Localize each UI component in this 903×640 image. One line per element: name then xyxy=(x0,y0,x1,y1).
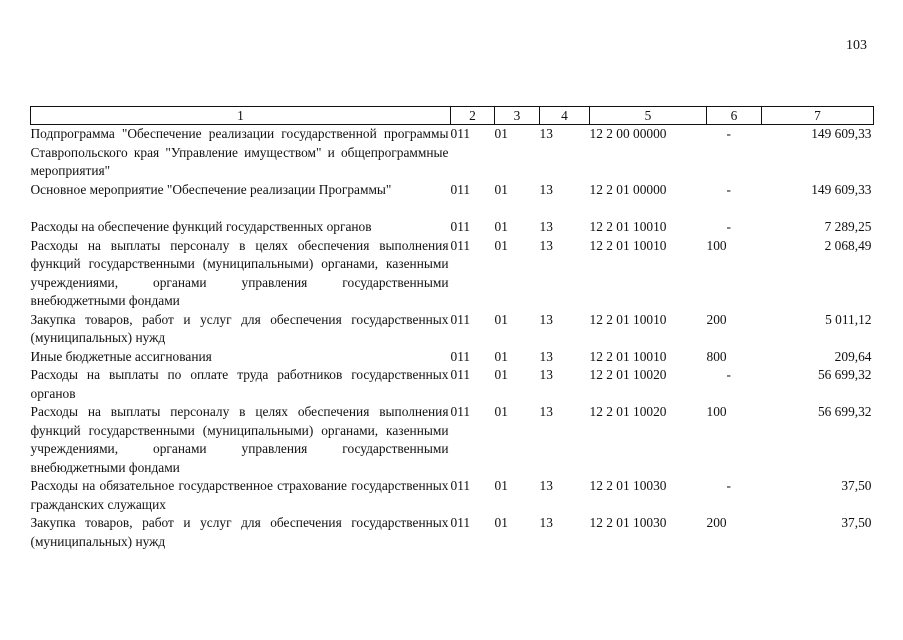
row-code-ministry: 011 xyxy=(450,515,471,530)
row-code-section: 01 xyxy=(494,237,508,253)
row-code-target: 12 2 01 10010 xyxy=(589,237,667,253)
row-code-target: 12 2 01 10010 xyxy=(589,219,667,234)
table-row xyxy=(31,348,874,367)
table-row xyxy=(31,125,874,181)
row-code-section: 01 xyxy=(494,311,508,327)
row-code-ministry: 011 xyxy=(450,478,471,493)
row-code-subsection: 13 xyxy=(539,404,553,419)
row-code-expense-type: - xyxy=(726,478,731,493)
row-code-target: 12 2 01 10010 xyxy=(589,311,667,327)
table-header-row xyxy=(31,107,874,125)
row-amount: 2 068,49 xyxy=(824,237,872,253)
row-amount: 56 699,32 xyxy=(817,404,872,419)
row-name: Подпрограмма "Обеспечение реализации государственной программы Ставропольского края "Управление имуществом" и общепрограммные мероприятия" xyxy=(30,126,449,178)
row-code-ministry: 011 xyxy=(450,311,471,327)
row-code-section: 01 xyxy=(494,515,508,530)
row-code-ministry: 011 xyxy=(450,367,471,382)
row-code-ministry: 011 xyxy=(450,348,471,364)
table-row xyxy=(31,477,874,514)
row-name: Расходы на обязательное государственное страхование государственных гражданских служащих xyxy=(30,478,449,512)
row-code-target: 12 2 00 00000 xyxy=(589,126,667,141)
row-code-expense-type: 100 xyxy=(706,237,727,253)
row-amount: 149 609,33 xyxy=(811,181,872,197)
row-name: Основное мероприятие "Обеспечение реализации Программы" xyxy=(30,181,392,197)
row-code-section: 01 xyxy=(494,181,508,197)
row-code-ministry: 011 xyxy=(450,237,471,253)
row-code-subsection: 13 xyxy=(539,311,553,327)
row-name: Закупка товаров, работ и услуг для обеспечения государственных (муниципальных) нужд xyxy=(30,311,449,345)
table-row xyxy=(31,311,874,348)
row-code-ministry: 011 xyxy=(450,404,471,419)
row-code-subsection: 13 xyxy=(539,515,553,530)
row-code-ministry: 011 xyxy=(450,126,471,141)
row-name: Расходы на обеспечение функций государственных органов xyxy=(30,219,372,234)
row-code-section: 01 xyxy=(494,348,508,364)
row-code-target: 12 2 01 10020 xyxy=(589,404,667,419)
table-row xyxy=(31,366,874,403)
row-name: Расходы на выплаты персоналу в целях обеспечения выполнения функций государственными (муниципальными) органами, казенными учреждениями, органами управления государственными внебюджетными фондами xyxy=(30,404,449,475)
row-code-expense-type: - xyxy=(726,219,731,234)
row-code-target: 12 2 01 00000 xyxy=(589,181,667,197)
column-header: 6 xyxy=(707,107,762,125)
column-header: 3 xyxy=(495,107,540,125)
table-row xyxy=(31,403,874,477)
row-code-section: 01 xyxy=(494,404,508,419)
row-code-ministry: 011 xyxy=(450,219,471,234)
row-code-target: 12 2 01 10030 xyxy=(589,478,667,493)
row-amount: 37,50 xyxy=(841,515,872,530)
table-row xyxy=(31,514,874,551)
column-header: 2 xyxy=(451,107,495,125)
row-amount: 56 699,32 xyxy=(817,367,872,382)
row-name: Закупка товаров, работ и услуг для обеспечения государственных (муниципальных) нужд xyxy=(30,515,449,549)
table-row xyxy=(31,218,874,237)
column-header: 7 xyxy=(762,107,874,125)
row-amount: 37,50 xyxy=(841,478,872,493)
row-name: Иные бюджетные ассигнования xyxy=(30,348,212,364)
page-number: 103 xyxy=(846,38,867,53)
row-code-section: 01 xyxy=(494,478,508,493)
row-code-expense-type: - xyxy=(726,181,731,197)
row-code-subsection: 13 xyxy=(539,367,553,382)
row-amount: 5 011,12 xyxy=(825,311,872,327)
row-code-expense-type: 100 xyxy=(706,404,727,419)
row-name: Расходы на выплаты по оплате труда работников государственных органов xyxy=(30,367,449,401)
row-code-ministry: 011 xyxy=(450,181,471,197)
budget-table xyxy=(30,106,874,551)
row-amount: 149 609,33 xyxy=(811,126,872,141)
row-amount: 209,64 xyxy=(834,348,872,364)
row-code-subsection: 13 xyxy=(539,478,553,493)
row-code-subsection: 13 xyxy=(539,237,553,253)
table-row xyxy=(31,181,874,219)
row-code-expense-type: - xyxy=(726,367,731,382)
row-name: Расходы на выплаты персоналу в целях обеспечения выполнения функций государственными (муниципальными) органами, казенными учреждениями, органами управления государственными внебюджетными фондами xyxy=(30,237,449,308)
table-row xyxy=(31,237,874,311)
row-code-target: 12 2 01 10010 xyxy=(589,348,667,364)
column-header: 5 xyxy=(590,107,707,125)
row-amount: 7 289,25 xyxy=(824,219,872,234)
row-code-expense-type: 200 xyxy=(706,515,727,530)
row-code-subsection: 13 xyxy=(539,348,553,364)
row-code-target: 12 2 01 10020 xyxy=(589,367,667,382)
row-code-section: 01 xyxy=(494,219,508,234)
row-code-expense-type: 800 xyxy=(706,348,727,364)
row-code-expense-type: 200 xyxy=(706,311,727,327)
row-code-subsection: 13 xyxy=(539,181,553,197)
row-code-subsection: 13 xyxy=(539,126,553,141)
row-code-target: 12 2 01 10030 xyxy=(589,515,667,530)
row-code-expense-type: - xyxy=(726,126,731,141)
column-header: 1 xyxy=(31,107,451,125)
row-code-section: 01 xyxy=(494,126,508,141)
row-code-section: 01 xyxy=(494,367,508,382)
column-header: 4 xyxy=(540,107,590,125)
row-code-subsection: 13 xyxy=(539,219,553,234)
